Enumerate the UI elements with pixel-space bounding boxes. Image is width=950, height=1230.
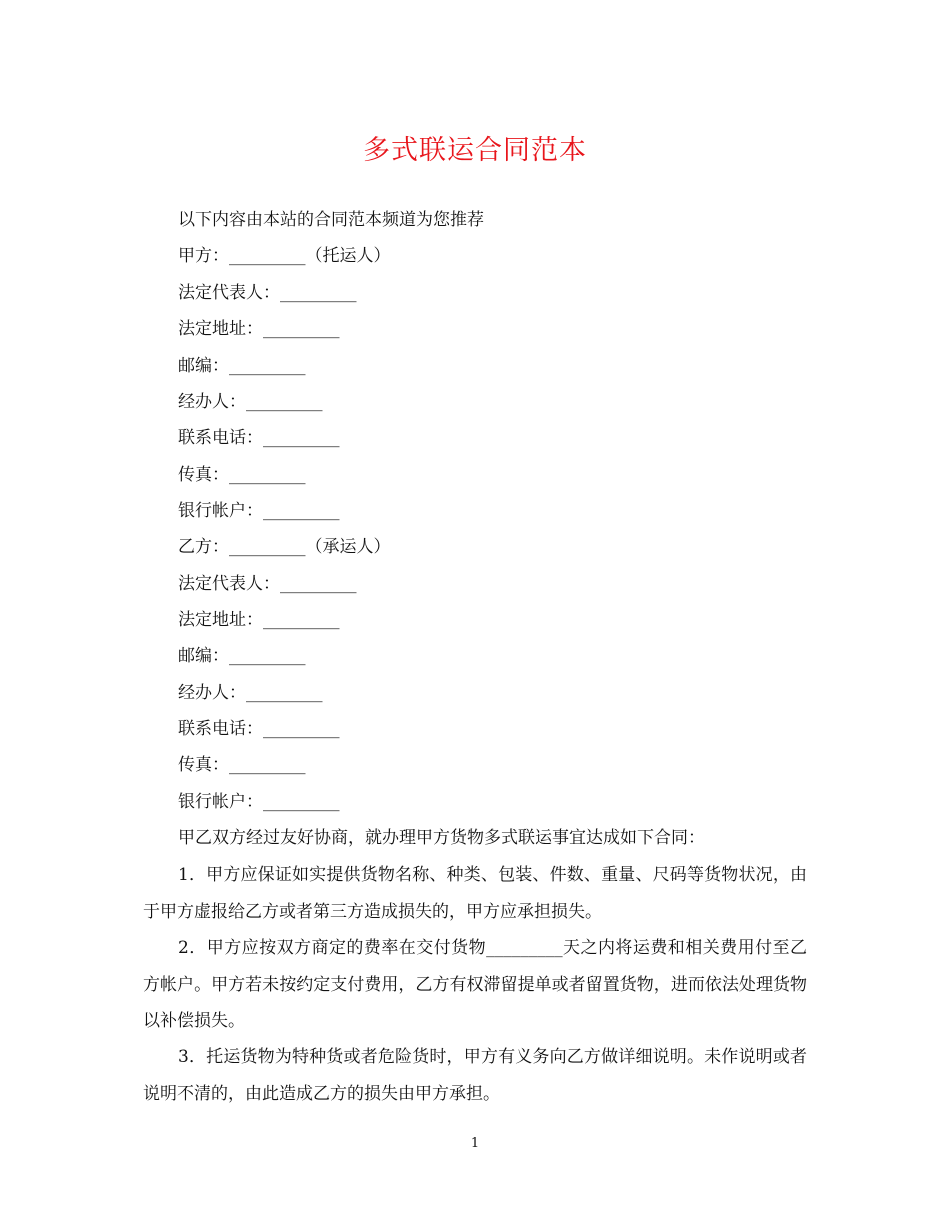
party-b-line: 银行帐户：_________ <box>178 792 340 812</box>
party-a-line: 甲方：_________（托运人） <box>178 246 391 266</box>
party-a-line: 联系电话：_________ <box>178 428 340 448</box>
party-b-line: 法定代表人：_________ <box>178 574 357 594</box>
clause-paragraph: 3．托运货物为特种货或者危险货时，甲方有义务向乙方做详细说明。未作说明或者说明不清的，由此造成乙方的损失由甲方承担。 <box>143 1047 807 1104</box>
party-b-line: 法定地址：_________ <box>178 610 340 630</box>
clause-paragraph: 2．甲方应按双方商定的费率在交付货物_________天之内将运费和相关费用付至乙方帐户。甲方若未按约定支付费用，乙方有权滞留提单或者留置货物，进而依法处理货物以补偿损失。 <box>143 938 807 1031</box>
party-a-line: 经办人：_________ <box>178 392 323 412</box>
agreement-intro: 甲乙双方经过友好协商，就办理甲方货物多式联运事宜达成如下合同： <box>178 828 705 848</box>
party-a-line: 传真：_________ <box>178 465 306 485</box>
party-b-line: 经办人：_________ <box>178 683 323 703</box>
party-a-line: 法定地址：_________ <box>178 319 340 339</box>
party-b-line: 联系电话：_________ <box>178 719 340 739</box>
clause-paragraph: 1．甲方应保证如实提供货物名称、种类、包装、件数、重量、尺码等货物状况，由于甲方虚报给乙方或者第三方造成损失的，甲方应承担损失。 <box>143 865 807 922</box>
intro-line: 以下内容由本站的合同范本频道为您推荐 <box>178 210 484 230</box>
document-title: 多式联运合同范本 <box>363 135 587 166</box>
party-a-line: 银行帐户：_________ <box>178 501 340 521</box>
party-a-line: 邮编：_________ <box>178 356 306 376</box>
page-number: 1 <box>470 1136 480 1151</box>
party-b-line: 传真：_________ <box>178 755 306 775</box>
party-b-line: 乙方：_________（承运人） <box>178 537 391 557</box>
party-b-line: 邮编：_________ <box>178 646 306 666</box>
party-a-line: 法定代表人：_________ <box>178 283 357 303</box>
